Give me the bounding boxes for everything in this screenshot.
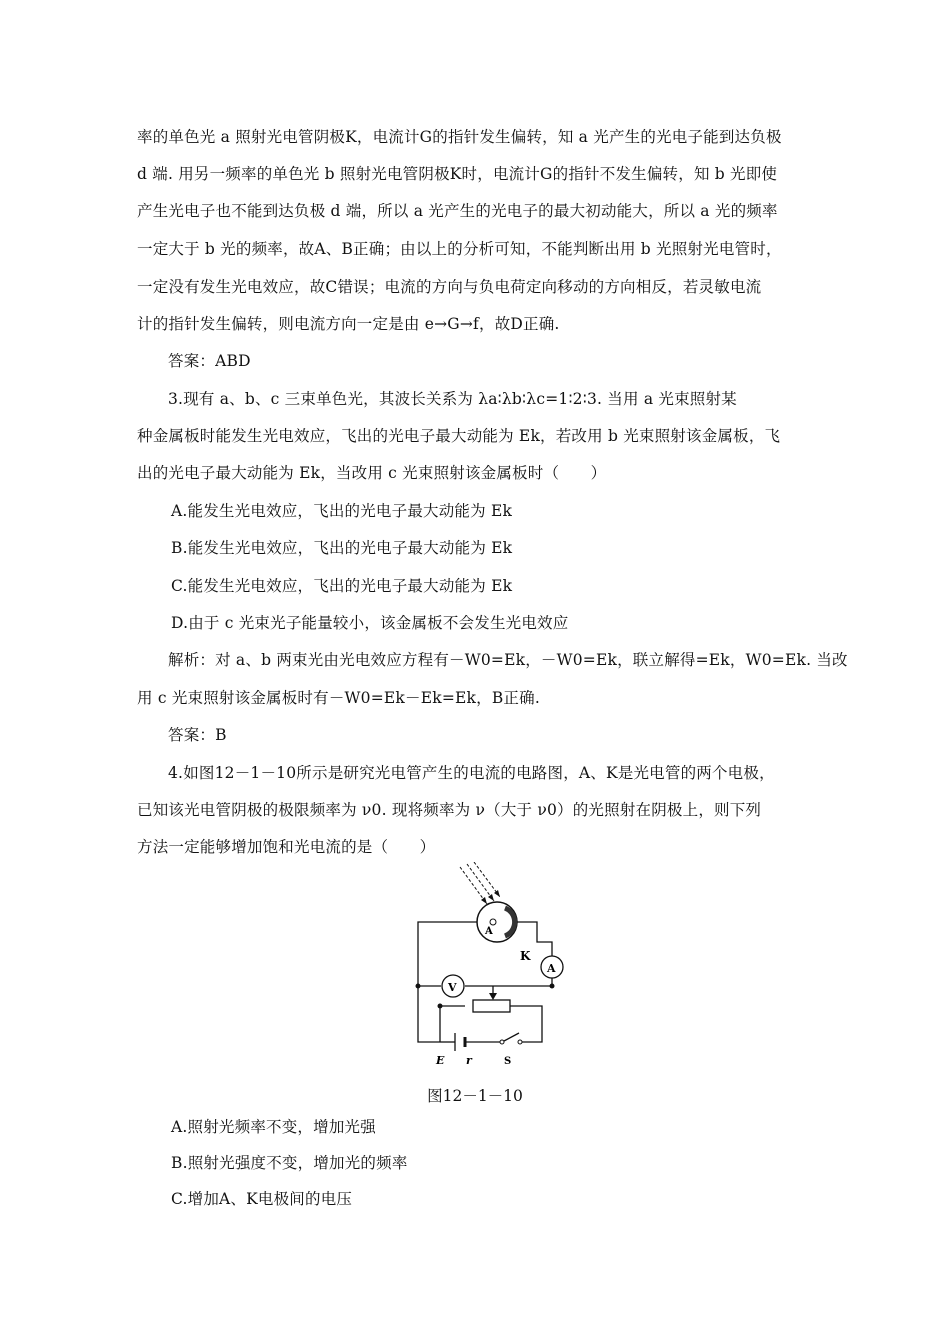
switch-label: S — [504, 1056, 512, 1067]
figure-caption: 图12－1－10 — [427, 1087, 523, 1105]
text-line: 计的指针发生偏转，则电流方向一定是由 e→G→f，故D正确. — [137, 315, 560, 333]
option-a: A.照射光频率不变，增加光强 — [171, 1118, 376, 1136]
option-c: C.能发生光电效应，飞出的光电子最大动能为 Ek — [171, 577, 513, 595]
text-line: 一定大于 b 光的频率，故A、B正确；由以上的分析可知，不能判断出用 b 光照射光电管时， — [137, 240, 782, 258]
text-line: 出的光电子最大动能为 Ek，当改用 c 光束照射该金属板时（ ） — [137, 464, 607, 482]
text-line: 产生光电子也不能到达负极 d 端，所以 a 光产生的光电子的最大初动能大，所以 a 光的频率 — [137, 202, 778, 220]
battery-icon — [455, 1033, 465, 1051]
anode-label: A — [485, 926, 493, 937]
voltmeter-label: V — [448, 981, 457, 994]
option-a: A.能发生光电效应，飞出的光电子最大动能为 Ek — [171, 502, 513, 520]
photoelectric-tube — [477, 902, 517, 942]
emf-label: E — [436, 1054, 445, 1067]
question-3-line: 3.现有 a、b、c 三束单色光，其波长关系为 λa∶λb∶λc=1∶2∶3. 当用 a 光束照射某 — [168, 390, 737, 408]
text-line: 一定没有发生光电效应，故C错误；电流的方向与负电荷定向移动的方向相反，若灵敏电流 — [137, 278, 762, 296]
ammeter-label: A — [547, 962, 556, 975]
question-4-line: 4.如图12－1－10所示是研究光电管产生的电流的电路图，A、K是光电管的两个电极， — [168, 764, 775, 782]
option-d: D.由于 c 光束光子能量较小，该金属板不会发生光电效应 — [171, 614, 569, 632]
light-rays — [460, 862, 500, 904]
text-line: d 端. 用另一频率的单色光 b 照射光电管阴极K时，电流计G的指针不发生偏转，知 b 光即使 — [137, 165, 778, 183]
resistance-label: r — [466, 1054, 472, 1067]
text-line: 种金属板时能发生光电效应，飞出的光电子最大动能为 Ek，若改用 b 光束照射该金属板，飞 — [137, 427, 781, 445]
rheostat — [473, 1000, 510, 1012]
answer-line: 答案：ABD — [168, 352, 251, 370]
switch-icon — [500, 1033, 522, 1044]
option-b: B.照射光强度不变，增加光的频率 — [171, 1154, 408, 1172]
circuit-diagram — [405, 862, 580, 1077]
option-b: B.能发生光电效应，飞出的光电子最大动能为 Ek — [171, 539, 513, 557]
analysis-line: 解析：对 a、b 两束光由光电效应方程有－W0=Ek，－W0=Ek，联立解得=Ek，W0=Ek. 当改 — [168, 651, 848, 669]
text-line: 方法一定能够增加饱和光电流的是（ ） — [137, 838, 436, 856]
option-c: C.增加A、K电极间的电压 — [171, 1190, 353, 1208]
text-line: 已知该光电管阴极的极限频率为 ν0. 现将频率为 ν（大于 ν0）的光照射在阴极上，则下列 — [137, 801, 762, 819]
answer-line: 答案：B — [168, 726, 227, 744]
circuit-wires — [418, 922, 552, 1042]
cathode-label: K — [520, 949, 531, 963]
text-line: 率的单色光 a 照射光电管阴极K，电流计G的指针发生偏转，知 a 光产生的光电子能到达负极 — [137, 128, 782, 146]
text-line: 用 c 光束照射该金属板时有－W0=Ek－Ek=Ek，B正确. — [137, 689, 540, 707]
